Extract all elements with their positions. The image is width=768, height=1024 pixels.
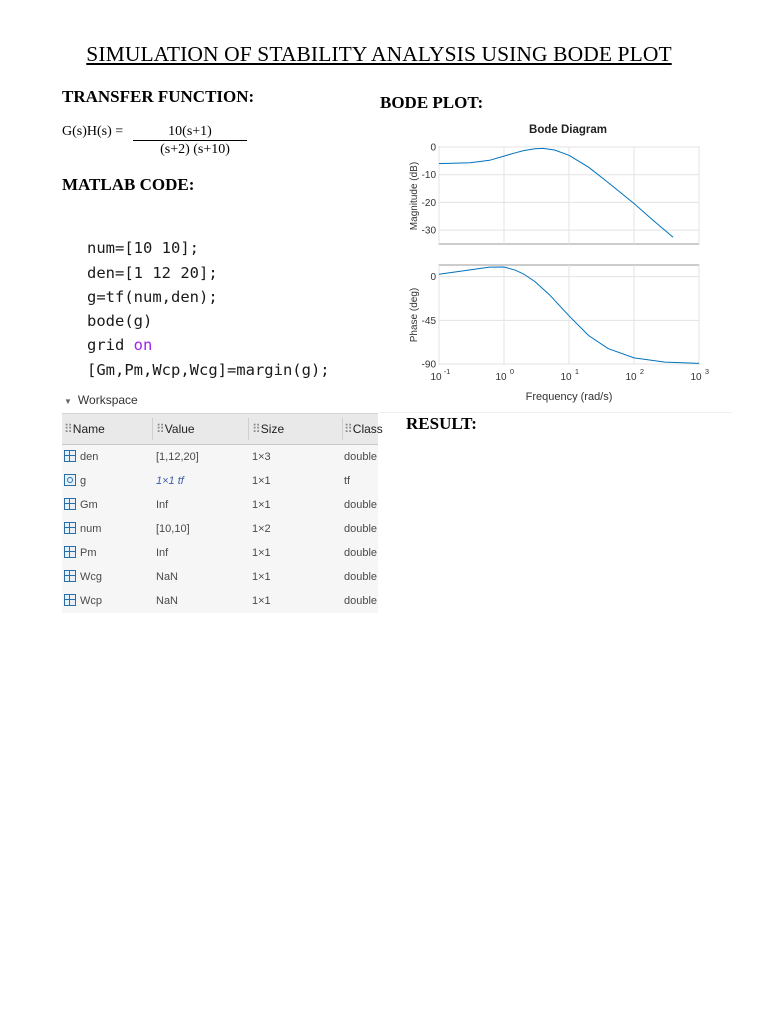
column-header-value[interactable]: ⠿Value — [156, 422, 195, 436]
heading-transfer-function: TRANSFER FUNCTION: — [62, 87, 255, 106]
column-header-size[interactable]: ⠿Size — [252, 422, 285, 436]
heading-matlab-code: MATLAB CODE: — [62, 175, 195, 194]
var-name: Wcp — [80, 595, 102, 607]
var-class: double — [344, 571, 378, 583]
code-line: bode(g) — [87, 312, 153, 331]
bode-diagram — [400, 112, 738, 414]
fraction-bar — [133, 140, 247, 141]
x-tick-exponent: 1 — [574, 367, 580, 376]
column-header-name[interactable]: ⠿Name — [64, 422, 105, 436]
var-value: [1,12,20] — [156, 451, 199, 463]
var-size: 1×1 — [252, 499, 271, 511]
var-size: 1×1 — [252, 547, 271, 559]
var-value: NaN — [156, 571, 179, 583]
x-tick-labels — [430, 367, 709, 383]
code-text: grid — [87, 336, 134, 355]
x-tick-label: 10 — [430, 372, 442, 383]
matrix-icon — [64, 498, 76, 510]
matrix-icon — [64, 522, 76, 534]
var-class: double — [344, 595, 378, 607]
var-class: double — [344, 547, 378, 559]
var-size: 1×1 — [252, 595, 271, 607]
var-size: 1×1 — [252, 571, 271, 583]
matrix-icon — [64, 450, 76, 462]
y-tick-label: -45 — [421, 315, 436, 327]
table-row[interactable] — [62, 493, 378, 517]
var-size: 1×1 — [252, 475, 271, 487]
y-tick-label: 0 — [430, 272, 436, 284]
chart-title: Bode Diagram — [529, 124, 607, 136]
var-class: double — [344, 523, 378, 535]
heading-bode-plot: BODE PLOT: — [380, 93, 484, 112]
code-keyword: on — [133, 336, 153, 355]
x-tick-label: 10 — [690, 372, 702, 383]
var-name: Gm — [80, 499, 98, 511]
var-class: tf — [344, 475, 351, 487]
workspace-table-header — [62, 413, 383, 445]
transfer-function-numerator: 10(s+1) — [168, 124, 212, 139]
code-line: num=[10 10]; — [87, 239, 199, 258]
var-name: g — [80, 475, 87, 487]
y-tick-label: -30 — [421, 225, 436, 237]
var-name: Pm — [80, 547, 97, 559]
matrix-icon — [64, 570, 76, 582]
table-row[interactable] — [62, 541, 378, 565]
y-tick-label: -20 — [421, 197, 436, 209]
magnitude-ylabel: Magnitude (dB) — [409, 161, 420, 231]
table-row[interactable] — [62, 589, 378, 613]
code-line: den=[1 12 20]; — [87, 263, 218, 282]
transfer-function-lhs: G(s)H(s) = — [62, 124, 124, 139]
var-value: [10,10] — [156, 523, 190, 535]
code-line — [87, 333, 330, 357]
column-header-class[interactable]: ⠿Class — [344, 422, 383, 436]
page-title: SIMULATION OF STABILITY ANALYSIS USING BODE PLOT — [86, 42, 672, 66]
var-value: NaN — [156, 595, 179, 607]
matrix-icon — [64, 546, 76, 558]
x-tick-exponent: 0 — [509, 367, 515, 376]
var-name: Wcg — [80, 571, 102, 583]
transfer-function-denominator: (s+2) (s+10) — [160, 142, 230, 157]
chart-xlabel: Frequency (rad/s) — [525, 391, 613, 403]
table-row[interactable] — [62, 445, 378, 469]
panel-divider — [380, 412, 732, 413]
table-row[interactable] — [62, 517, 378, 541]
workspace-title — [64, 393, 138, 407]
matrix-icon — [64, 594, 76, 606]
var-name: den — [80, 451, 99, 463]
var-value: 1×1 tf — [156, 475, 184, 487]
var-size: 1×2 — [252, 523, 271, 535]
tf-object-icon — [64, 474, 76, 486]
x-tick-label: 10 — [495, 372, 507, 383]
var-value: Inf — [156, 547, 169, 559]
heading-result: RESULT: — [406, 414, 477, 433]
y-tick-label: -10 — [421, 170, 436, 182]
x-tick-exponent: 3 — [704, 367, 710, 376]
matlab-code-block — [87, 212, 330, 406]
x-tick-exponent: -1 — [443, 367, 451, 376]
table-row[interactable] — [62, 565, 378, 589]
var-name: num — [80, 523, 102, 535]
var-class: double — [344, 499, 378, 511]
x-tick-label: 10 — [625, 372, 637, 383]
workspace-table — [62, 413, 383, 618]
var-size: 1×3 — [252, 451, 271, 463]
magnitude-y-ticks — [422, 143, 437, 237]
var-value: Inf — [156, 499, 169, 511]
x-tick-exponent: 2 — [639, 367, 645, 376]
collapse-triangle-icon[interactable]: ▼ — [64, 397, 72, 406]
code-line: [Gm,Pm,Wcp,Wcg]=margin(g); — [87, 360, 330, 379]
x-tick-label: 10 — [560, 372, 572, 383]
workspace-title-label: Workspace — [77, 393, 138, 407]
var-class: double — [344, 451, 378, 463]
y-tick-label: 0 — [430, 142, 436, 154]
phase-ylabel: Phase (deg) — [409, 287, 420, 343]
table-row[interactable] — [62, 469, 378, 493]
y-tick-label: -90 — [421, 359, 436, 371]
phase-y-ticks — [422, 272, 437, 370]
code-line: g=tf(num,den); — [87, 287, 218, 306]
